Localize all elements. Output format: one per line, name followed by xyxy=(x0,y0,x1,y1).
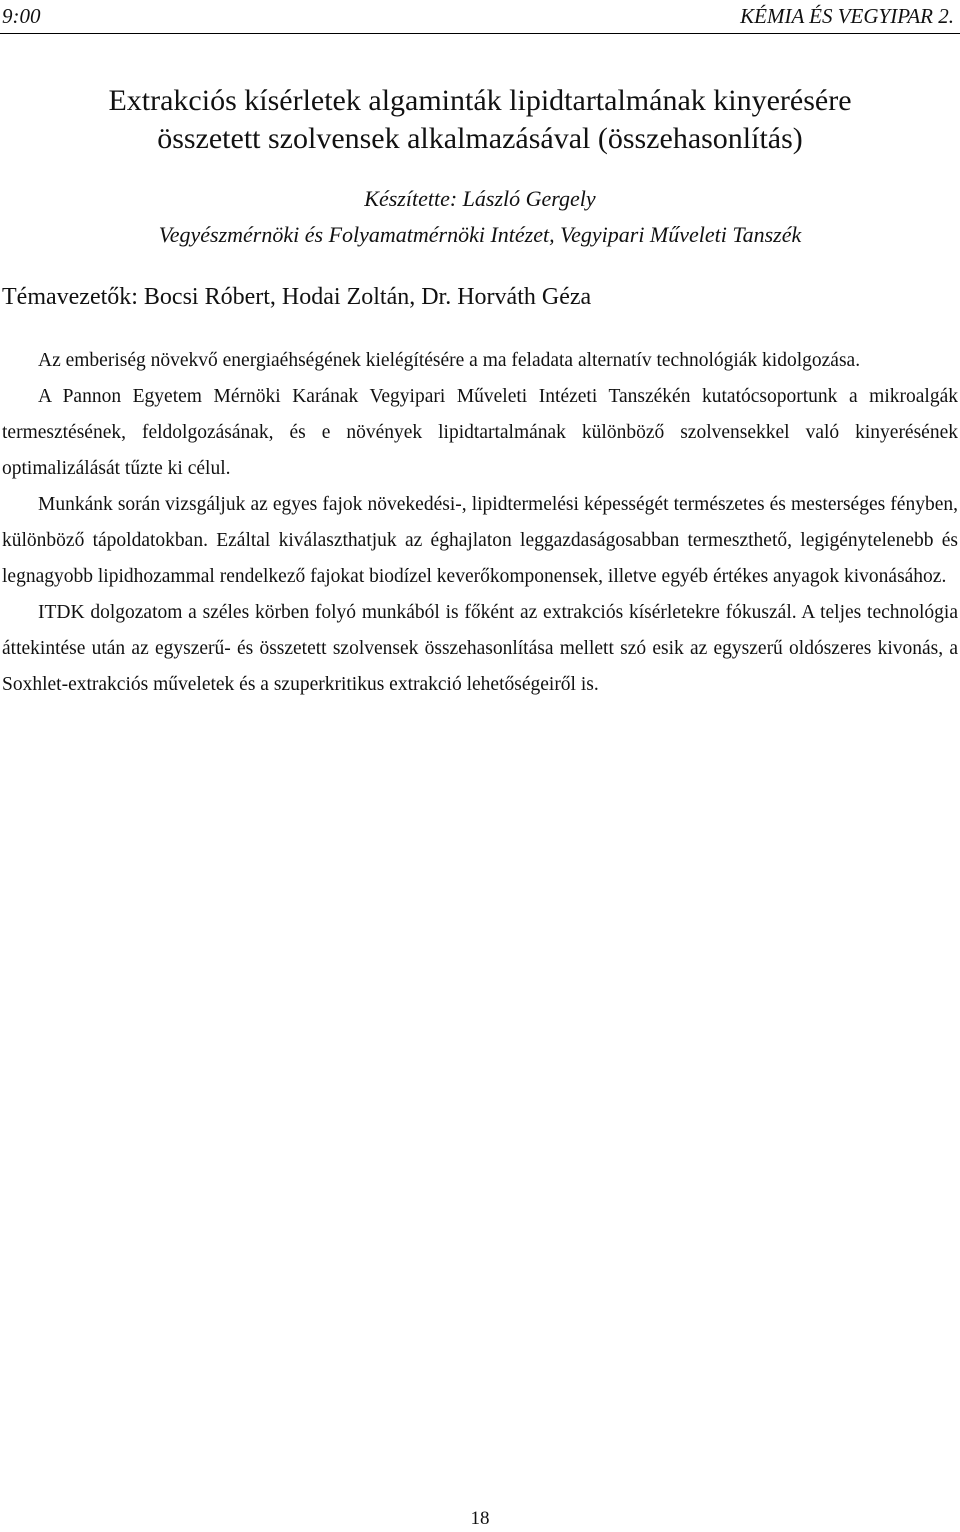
author-line: Készítette: László Gergely xyxy=(364,186,596,211)
paper-title-line-1: Extrakciós kísérletek algaminták lipidtartalmának kinyerésére xyxy=(108,84,852,117)
session-time: 9:00 xyxy=(2,4,41,28)
paper-title-line-2: összetett szolvensek alkalmazásával (összehasonlítás) xyxy=(157,122,803,155)
session-title: KÉMIA ÉS VEGYIPAR 2. xyxy=(740,4,954,28)
paragraph-3: Munkánk során vizsgáljuk az egyes fajok növekedési-, lipidtermelési képességét természetes és mesterséges fényben, különböző tápoldatokban. Ezáltal kiválaszthatjuk az éghajlaton leggazdaságosabban termeszthető, legigénytelenebb és legnagyobb lipidhozammal rendelkező fajokat biodízel keverőkomponensek, illetve egyéb értékes anyagok kivonásához. xyxy=(2,494,958,587)
paragraph-2: A Pannon Egyetem Mérnöki Karának Vegyipari Műveleti Intézeti Tanszékén kutatócsoportunk a mikroalgák termesztésének, feldolgozásának, és e növények lipidtartalmának különböző szolvensekkel való kinyerésének optimalizálását tűzte ki célul. xyxy=(2,386,958,479)
page-header xyxy=(0,0,960,34)
supervisors-line: Témavezetők: Bocsi Róbert, Hodai Zoltán, Dr. Horváth Géza xyxy=(2,284,592,310)
abstract-body xyxy=(2,343,958,703)
page-number: 18 xyxy=(470,1508,490,1529)
institute-line: Vegyészmérnöki és Folyamatmérnöki Intézet, Vegyipari Műveleti Tanszék xyxy=(158,222,802,247)
paper-title xyxy=(0,82,960,158)
paragraph-4: ITDK dolgozatom a széles körben folyó munkából is főként az extrakciós kísérletekre fókuszál. A teljes technológia áttekintése után az egyszerű- és összetett szolvensek összehasonlítása mellett szó esik az egyszerű oldószeres kivonás, a Soxhlet-extrakciós műveletek és a szuperkritikus extrakció lehetőségeiről is. xyxy=(2,602,958,695)
paragraph-1: Az emberiség növekvő energiaéhségének kielégítésére a ma feladata alternatív technológiák kidolgozása. xyxy=(38,350,861,371)
